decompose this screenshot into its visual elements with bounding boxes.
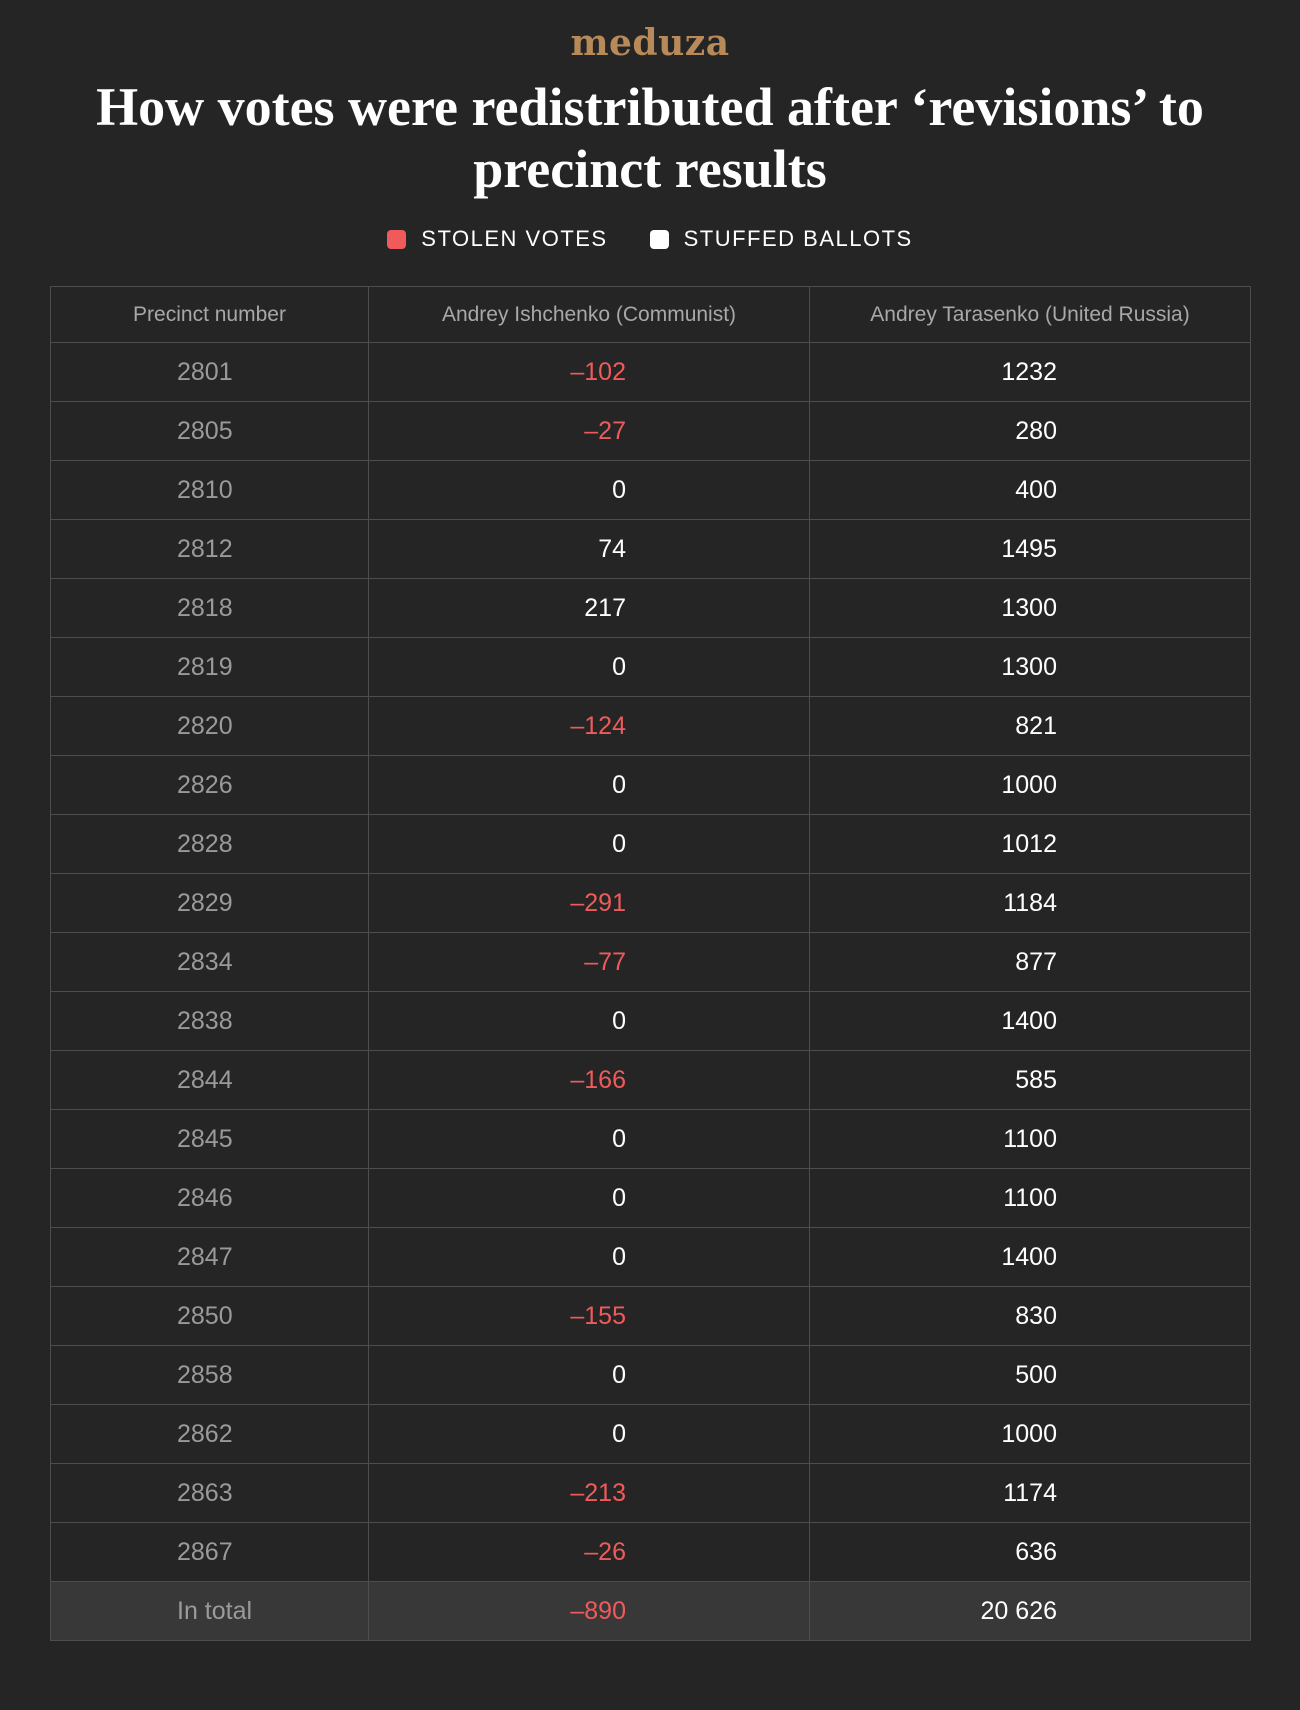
table-row xyxy=(51,815,1251,874)
column-header-tarasenko: Andrey Tarasenko (United Russia) xyxy=(810,287,1251,343)
table-row xyxy=(51,1464,1251,1523)
table-row xyxy=(51,1405,1251,1464)
legend-swatch-stolen-votes xyxy=(387,230,406,249)
table-row xyxy=(51,1346,1251,1405)
table-row xyxy=(51,579,1251,638)
precinct-cell: 2829 xyxy=(51,874,369,933)
precinct-cell: 2826 xyxy=(51,756,369,815)
table-row xyxy=(51,1169,1251,1228)
ishchenko-value-cell: –77 xyxy=(369,933,810,992)
tarasenko-value-cell: 1000 xyxy=(810,1405,1251,1464)
legend-item-stolen-votes xyxy=(387,226,607,252)
results-table xyxy=(50,286,1251,1641)
column-header-ishchenko: Andrey Ishchenko (Communist) xyxy=(369,287,810,343)
table-row xyxy=(51,1523,1251,1582)
tarasenko-value-cell: 500 xyxy=(810,1346,1251,1405)
precinct-cell: 2847 xyxy=(51,1228,369,1287)
legend xyxy=(0,226,1300,252)
precinct-cell: 2867 xyxy=(51,1523,369,1582)
tarasenko-value-cell: 1100 xyxy=(810,1169,1251,1228)
precinct-cell: 2818 xyxy=(51,579,369,638)
precinct-cell: 2838 xyxy=(51,992,369,1051)
table-header-row xyxy=(51,287,1251,343)
ishchenko-value-cell: –27 xyxy=(369,402,810,461)
ishchenko-value-cell: –102 xyxy=(369,343,810,402)
table-row xyxy=(51,756,1251,815)
total-label-cell: In total xyxy=(51,1582,369,1641)
tarasenko-value-cell: 1232 xyxy=(810,343,1251,402)
tarasenko-value-cell: 400 xyxy=(810,461,1251,520)
ishchenko-value-cell: –166 xyxy=(369,1051,810,1110)
ishchenko-value-cell: –155 xyxy=(369,1287,810,1346)
precinct-cell: 2846 xyxy=(51,1169,369,1228)
legend-item-stuffed-ballots xyxy=(650,226,913,252)
precinct-cell: 2863 xyxy=(51,1464,369,1523)
tarasenko-value-cell: 1184 xyxy=(810,874,1251,933)
precinct-cell: 2801 xyxy=(51,343,369,402)
legend-label-stolen-votes: STOLEN VOTES xyxy=(421,226,608,251)
precinct-cell: 2828 xyxy=(51,815,369,874)
meduza-logo: meduza xyxy=(570,22,730,64)
ishchenko-value-cell: –124 xyxy=(369,697,810,756)
table-row xyxy=(51,1051,1251,1110)
table-row xyxy=(51,992,1251,1051)
precinct-cell: 2805 xyxy=(51,402,369,461)
ishchenko-value-cell: –26 xyxy=(369,1523,810,1582)
table-body xyxy=(51,343,1251,1641)
precinct-cell: 2834 xyxy=(51,933,369,992)
ishchenko-value-cell: 0 xyxy=(369,638,810,697)
tarasenko-value-cell: 877 xyxy=(810,933,1251,992)
tarasenko-value-cell: 1174 xyxy=(810,1464,1251,1523)
ishchenko-value-cell: 74 xyxy=(369,520,810,579)
precinct-cell: 2820 xyxy=(51,697,369,756)
tarasenko-value-cell: 585 xyxy=(810,1051,1251,1110)
page-title: How votes were redistributed after ‘revisions’ to precinct results xyxy=(96,77,1204,199)
tarasenko-value-cell: 1000 xyxy=(810,756,1251,815)
table-row xyxy=(51,697,1251,756)
total-ishchenko-cell: –890 xyxy=(369,1582,810,1641)
ishchenko-value-cell: –213 xyxy=(369,1464,810,1523)
total-tarasenko-cell: 20 626 xyxy=(810,1582,1251,1641)
ishchenko-value-cell: 0 xyxy=(369,1169,810,1228)
tarasenko-value-cell: 1100 xyxy=(810,1110,1251,1169)
ishchenko-value-cell: 0 xyxy=(369,461,810,520)
precinct-cell: 2862 xyxy=(51,1405,369,1464)
ishchenko-value-cell: 0 xyxy=(369,1346,810,1405)
tarasenko-value-cell: 821 xyxy=(810,697,1251,756)
column-header-precinct: Precinct number xyxy=(51,287,369,343)
table-row xyxy=(51,461,1251,520)
ishchenko-value-cell: 0 xyxy=(369,1110,810,1169)
legend-swatch-stuffed-ballots xyxy=(650,230,669,249)
precinct-cell: 2812 xyxy=(51,520,369,579)
precinct-cell: 2844 xyxy=(51,1051,369,1110)
ishchenko-value-cell: 0 xyxy=(369,1405,810,1464)
table-row xyxy=(51,638,1251,697)
table-row xyxy=(51,1110,1251,1169)
ishchenko-value-cell: –291 xyxy=(369,874,810,933)
table-row xyxy=(51,520,1251,579)
table-row xyxy=(51,343,1251,402)
table-row xyxy=(51,933,1251,992)
table-row xyxy=(51,874,1251,933)
tarasenko-value-cell: 1012 xyxy=(810,815,1251,874)
table-row xyxy=(51,1228,1251,1287)
tarasenko-value-cell: 1495 xyxy=(810,520,1251,579)
total-row xyxy=(51,1582,1251,1641)
precinct-cell: 2845 xyxy=(51,1110,369,1169)
precinct-cell: 2850 xyxy=(51,1287,369,1346)
tarasenko-value-cell: 830 xyxy=(810,1287,1251,1346)
precinct-cell: 2858 xyxy=(51,1346,369,1405)
legend-label-stuffed-ballots: STUFFED BALLOTS xyxy=(683,226,913,251)
tarasenko-value-cell: 1400 xyxy=(810,1228,1251,1287)
tarasenko-value-cell: 1300 xyxy=(810,638,1251,697)
tarasenko-value-cell: 280 xyxy=(810,402,1251,461)
ishchenko-value-cell: 0 xyxy=(369,992,810,1051)
table-row xyxy=(51,402,1251,461)
ishchenko-value-cell: 0 xyxy=(369,815,810,874)
precinct-cell: 2810 xyxy=(51,461,369,520)
tarasenko-value-cell: 636 xyxy=(810,1523,1251,1582)
tarasenko-value-cell: 1300 xyxy=(810,579,1251,638)
ishchenko-value-cell: 217 xyxy=(369,579,810,638)
ishchenko-value-cell: 0 xyxy=(369,1228,810,1287)
table-row xyxy=(51,1287,1251,1346)
tarasenko-value-cell: 1400 xyxy=(810,992,1251,1051)
ishchenko-value-cell: 0 xyxy=(369,756,810,815)
precinct-cell: 2819 xyxy=(51,638,369,697)
